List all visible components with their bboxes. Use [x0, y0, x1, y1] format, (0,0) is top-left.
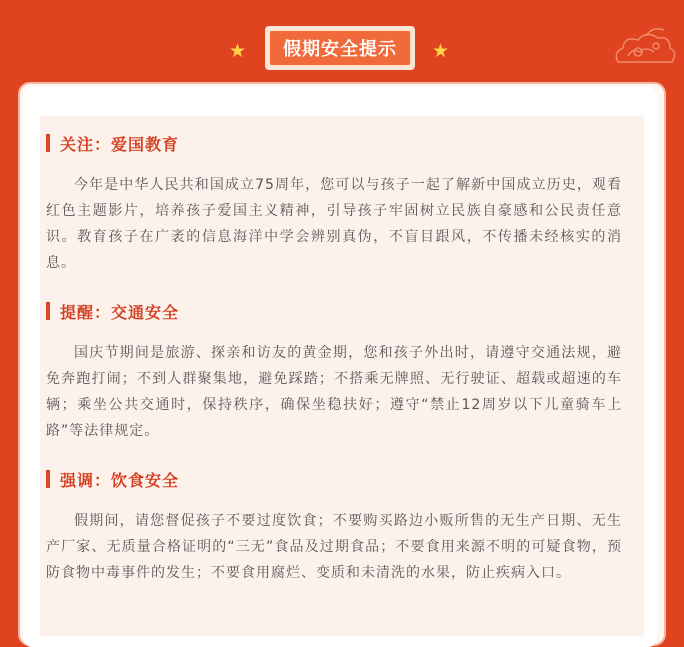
header-banner — [0, 12, 684, 62]
section-body: 国庆节期间是旅游、探亲和访友的黄金期，您和孩子外出时，请遵守交通法规，避免奔跑打闹；不到人群聚集地，避免踩踏；不搭乘无牌照、无行驶证、超载或超速的车辆；乘坐公共交通时，保持秩序，确保坐稳扶好；遵守“禁止12周岁以下儿童骑车上路”等法律规定。 — [46, 345, 622, 439]
section-marker — [46, 302, 50, 320]
section-title: 关注：爱国教育 — [60, 134, 180, 154]
section-marker — [46, 470, 50, 488]
section-body: 今年是中华人民共和国成立75周年，您可以与孩子一起了解新中国成立历史，观看红色主题影片，培养孩子爱国主义精神，引导孩子牢固树立民族自豪感和公民责任意识。教育孩子在广袤的信息海洋中学会辨别真伪，不盲目跟风，不传播未经核实的消息。 — [46, 177, 622, 271]
page-title: 假期安全提示 — [269, 30, 411, 66]
section-marker — [46, 134, 50, 152]
content-panel — [40, 116, 644, 636]
section-title: 提醒：交通安全 — [60, 302, 180, 322]
section-body: 假期间，请您督促孩子不要过度饮食；不要购买路边小贩所售的无生产日期、无生产厂家、无质量合格证明的“三无”食品及过期食品；不要食用来源不明的可疑食物，预防食物中毒事件的发生；不要食用腐烂、变质和未清洗的水果，防止疾病入口。 — [46, 513, 622, 581]
title-plate — [265, 26, 415, 70]
star-right-icon: ★ — [432, 40, 450, 62]
star-left-icon: ★ — [229, 40, 247, 62]
section-title: 强调：饮食安全 — [60, 470, 180, 490]
section-heading — [46, 468, 179, 490]
section-heading — [46, 132, 179, 154]
section-heading — [46, 300, 179, 322]
